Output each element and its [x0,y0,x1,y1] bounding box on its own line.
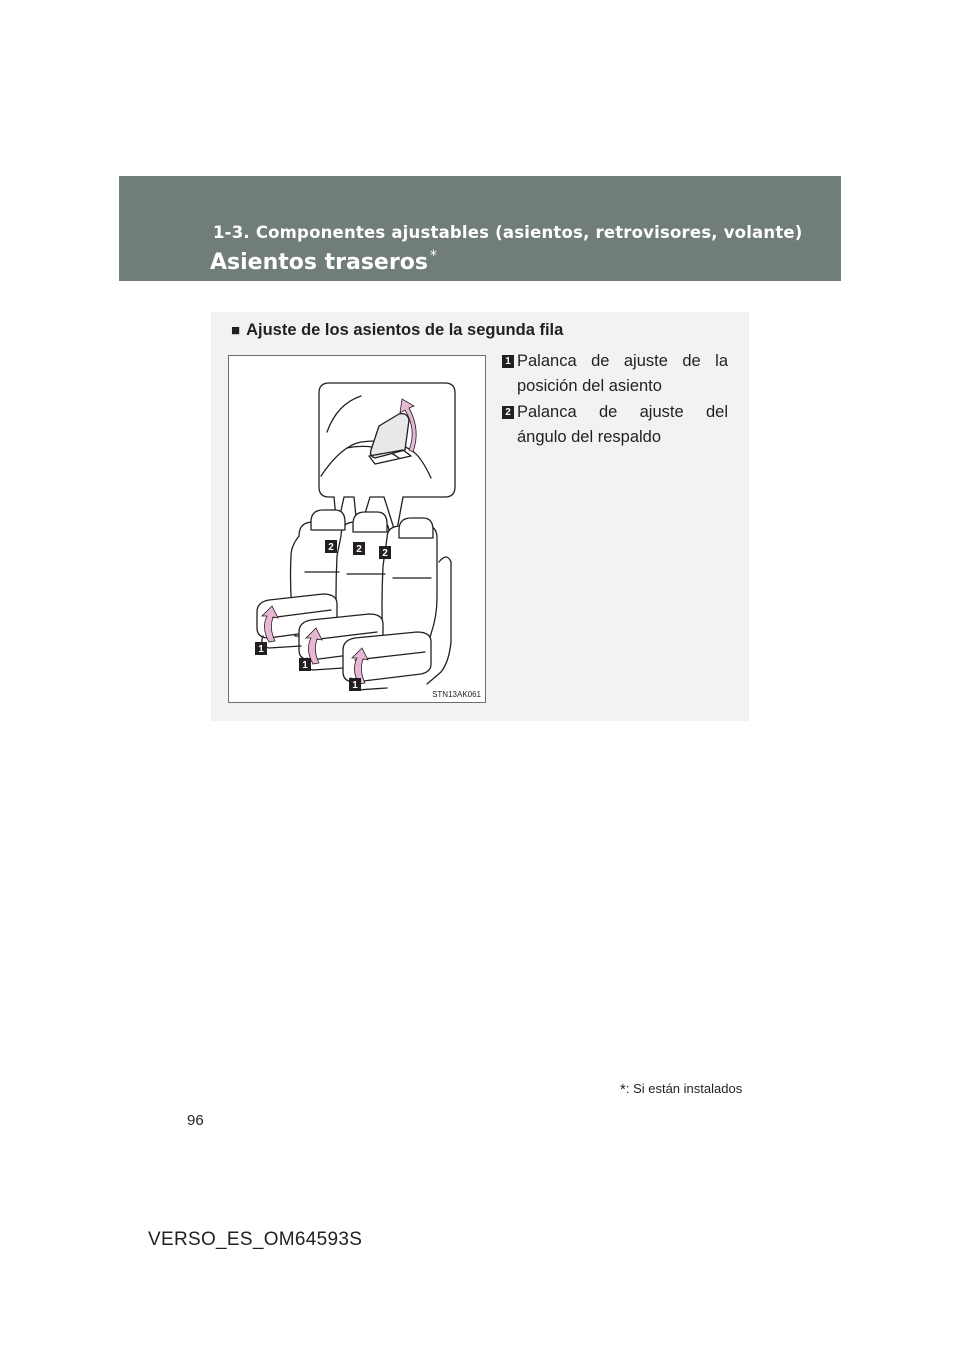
legend-text-line1: Palanca de ajuste de la [517,352,728,370]
figure-badge-1a: 1 [258,644,264,655]
document-code: VERSO_ES_OM64593S [148,1229,363,1250]
panel-heading-text: Ajuste de los asientos de la segunda fila [246,321,564,339]
figure-badge-1c: 1 [352,680,358,691]
figure-badge-2b: 2 [356,544,362,555]
number-badge: 2 [502,406,514,419]
page-title-text: Asientos traseros [210,250,428,275]
chapter-header [119,176,841,281]
figure-code: STN13AK061 [432,690,481,699]
rear-seats-drawing [229,356,485,702]
square-bullet-icon: ■ [231,322,241,339]
page-title [210,248,437,275]
number-badge: 1 [502,355,514,368]
footnote [620,1081,742,1098]
legend-text-line2: ángulo del respaldo [517,427,662,446]
panel-heading [231,321,563,340]
seat-illustration [228,355,486,703]
figure-badge-2a: 2 [328,542,334,553]
figure-badge-2c: 2 [382,548,388,559]
legend-item [502,349,728,398]
legend-text-line2: posición del asiento [517,376,662,395]
section-title: 1-3. Componentes ajustables (asientos, retrovisores, volante) [213,223,803,242]
page-number: 96 [187,1112,204,1129]
legend-item [502,400,728,449]
asterisk-icon: * [620,1081,626,1098]
info-panel [211,312,749,721]
installed-mark: * [429,248,437,264]
figure-badge-1b: 1 [302,660,308,671]
legend-list [502,349,728,451]
legend-text-line1: Palanca de ajuste del [517,403,728,421]
footnote-text: : Si están instalados [625,1081,743,1096]
